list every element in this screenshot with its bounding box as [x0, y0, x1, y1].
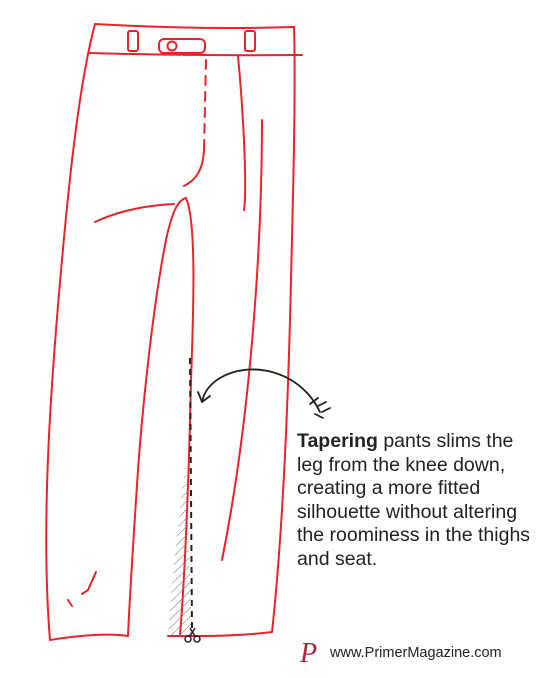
caption-keyword: Tapering: [297, 430, 378, 452]
right-pocket: [238, 56, 245, 210]
left-hem-detail: [68, 572, 96, 606]
arrow-icon: [198, 369, 330, 418]
right-crease: [222, 120, 262, 560]
caption-text: pants slims the leg from the knee down, creating a more fitted silhouette without altering the roominess in the thighs and seat.: [297, 430, 531, 570]
left-outseam: [46, 24, 95, 640]
button: [168, 42, 177, 51]
left-hem: [50, 635, 128, 640]
button-tab: [159, 39, 205, 53]
website-link[interactable]: www.PrimerMagazine.com: [330, 645, 502, 661]
primer-logo-icon: [298, 638, 324, 668]
left-pocket: [95, 204, 174, 222]
fly-curve: [184, 150, 204, 186]
svg-text:P: P: [300, 638, 318, 668]
footer: [298, 638, 502, 668]
waistband-top: [95, 24, 294, 28]
belt-loop-left: [128, 31, 138, 51]
right-outseam: [272, 27, 295, 632]
right-hem-outer: [200, 632, 272, 636]
caption: [297, 430, 537, 571]
fly-stitch: [204, 60, 206, 150]
belt-loop-right: [245, 31, 255, 51]
